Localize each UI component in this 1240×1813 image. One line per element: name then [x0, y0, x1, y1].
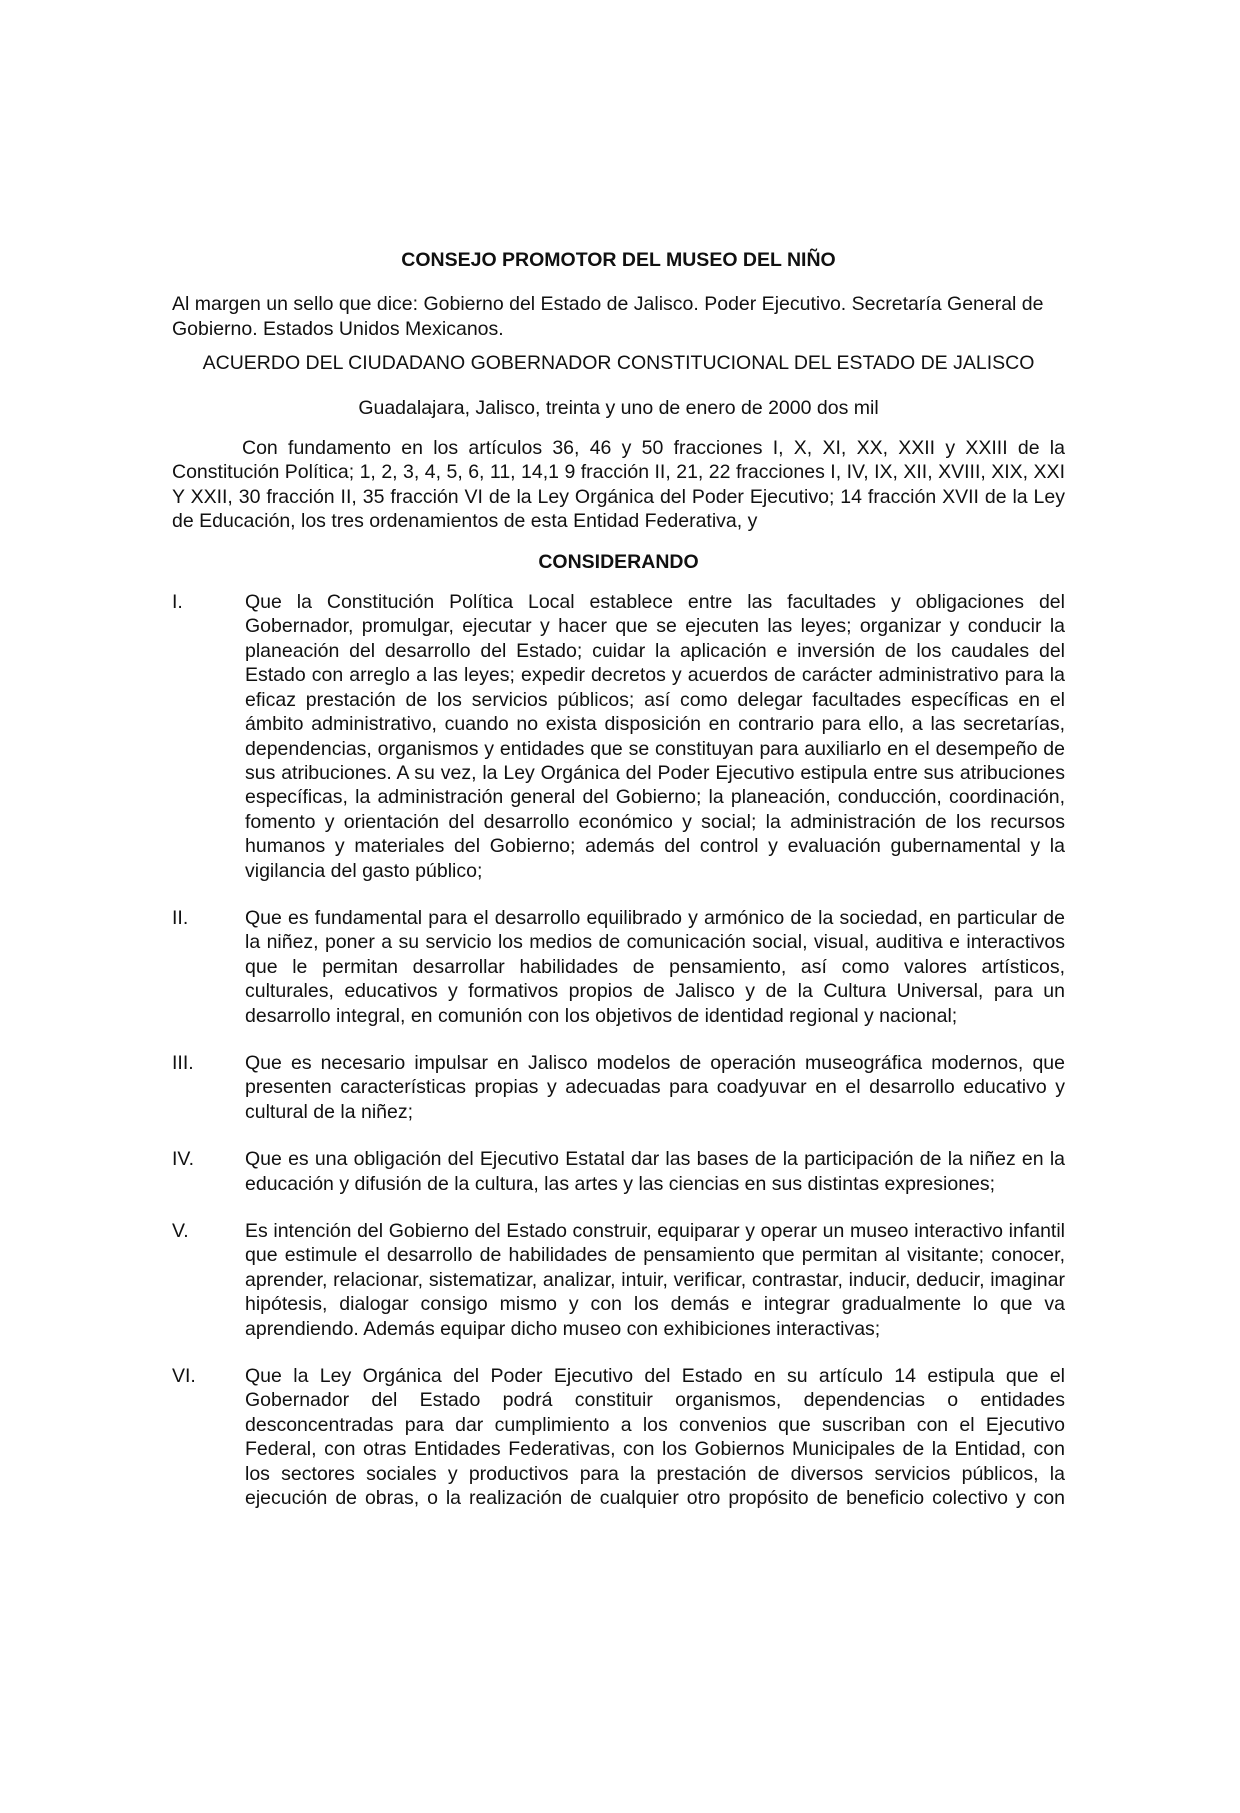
item-text: Que es necesario impulsar en Jalisco modelos de operación museográfica modernos, que presenten características propias y adecuadas para coadyuvar en el desarrollo educativo y cultural de la niñez;	[245, 1051, 1065, 1123]
item-text: Que la Ley Orgánica del Poder Ejecutivo del Estado en su artículo 14 estipula que el Gobernador del Estado podrá constituir organismos, dependencias o entidades desconcentradas para dar cumplimiento a los convenios que suscriban con el Ejecutivo Federal, con otras Entidades Federativas, con los Gobiernos Municipales de la Entidad, con los sectores sociales y productivos para la prestación de diversos servicios públicos, la ejecución de obras, o la realización de cualquier otro propósito de beneficio colectivo y con	[245, 1365, 1065, 1510]
document-title: CONSEJO PROMOTOR DEL MUSEO DEL NIÑO	[401, 249, 836, 271]
item-number: IV.	[172, 1148, 195, 1171]
considerando-item	[172, 1219, 1065, 1341]
section-heading: CONSIDERANDO	[538, 550, 699, 573]
item-text: Que es fundamental para el desarrollo equilibrado y armónico de la sociedad, en particular de la niñez, poner a su servicio los medios de comunicación social, visual, auditiva e interactivos que le permitan desarrollar habilidades de pensamiento, así como valores artísticos, culturales, educativos y formativos propios de Jalisco y de la Cultura Universal, para un desarrollo integral, en comunión con los objetivos de identidad regional y nacional;	[245, 906, 1065, 1027]
considerando-item	[172, 1364, 1065, 1510]
place-date: Guadalajara, Jalisco, treinta y uno de enero de 2000 dos mil	[358, 396, 879, 419]
item-number: III.	[172, 1051, 194, 1074]
considerando-item	[172, 590, 1065, 883]
item-text: Que es una obligación del Ejecutivo Estatal dar las bases de la participación de la niñez en la educación y difusión de la cultura, las artes y las ciencias en sus distintas expresiones;	[245, 1148, 1065, 1195]
item-number: V.	[172, 1220, 189, 1242]
item-text: Es intención del Gobierno del Estado construir, equiparar y operar un museo interactivo infantil que estimule el desarrollo de habilidades de pensamiento que permitan al visitante; conocer, aprender, relacionar, sistematizar, analizar, intuir, verificar, contrastar, inducir, deducir, imaginar hipótesis, dialogar consigo mismo y con los demás e integrar gradualmente lo que va aprendiendo. Además equipar dicho museo con exhibiciones interactivas;	[245, 1220, 1065, 1340]
margin-note: Al margen un sello que dice: Gobierno del Estado de Jalisco. Poder Ejecutivo. Secretaría General de Gobierno. Estados Unidos Mexicanos.	[172, 293, 1044, 340]
document-body	[172, 248, 1065, 1533]
item-number: II.	[172, 906, 189, 929]
considerando-item	[172, 906, 1065, 1028]
item-number: I.	[172, 591, 183, 614]
item-number: VI.	[172, 1365, 196, 1388]
considerando-item	[172, 1051, 1065, 1124]
foundation-paragraph: Con fundamento en los artículos 36, 46 y 50 fracciones I, X, XI, XX, XXII y XXIII de la Constitución Política; 1, 2, 3, 4, 5, 6, 11, 14,1 9 fracción II, 21, 22 fracciones I, IV, IX, XII, XVIII, XIX, XXI Y XXII, 30 fracción II, 35 fracción VI de la Ley Orgánica del Poder Ejecutivo; 14 fracción XVII de la Ley de Educación, los tres ordenamientos de esta Entidad Federativa, y	[172, 437, 1065, 533]
agreement-heading: ACUERDO DEL CIUDADANO GOBERNADOR CONSTITUCIONAL DEL ESTADO DE JALISCO	[202, 352, 1035, 375]
considerando-item	[172, 1147, 1065, 1196]
item-text: Que la Constitución Política Local establece entre las facultades y obligaciones del Gobernador, promulgar, ejecutar y hacer que se ejecuten las leyes; organizar y conducir la planeación del desarrollo del Estado; cuidar la aplicación e inversión de los caudales del Estado con arreglo a las leyes; expedir decretos y acuerdos de carácter administrativo para la eficaz prestación de los servicios públicos; así como delegar facultades específicas en el ámbito administrativo, cuando no exista disposición en contrario para ello, a las secretarías, dependencias, organismos y entidades que se constituyan para auxiliarlo en el desempeño de sus atribuciones. A su vez, la Ley Orgánica del Poder Ejecutivo estipula entre sus atribuciones específicas, la administración general del Gobierno; la planeación, conducción, coordinación, fomento y orientación del desarrollo económico y social; la administración de los recursos humanos y materiales del Gobierno; además del control y evaluación gubernamental y la vigilancia del gasto público;	[245, 591, 1065, 882]
